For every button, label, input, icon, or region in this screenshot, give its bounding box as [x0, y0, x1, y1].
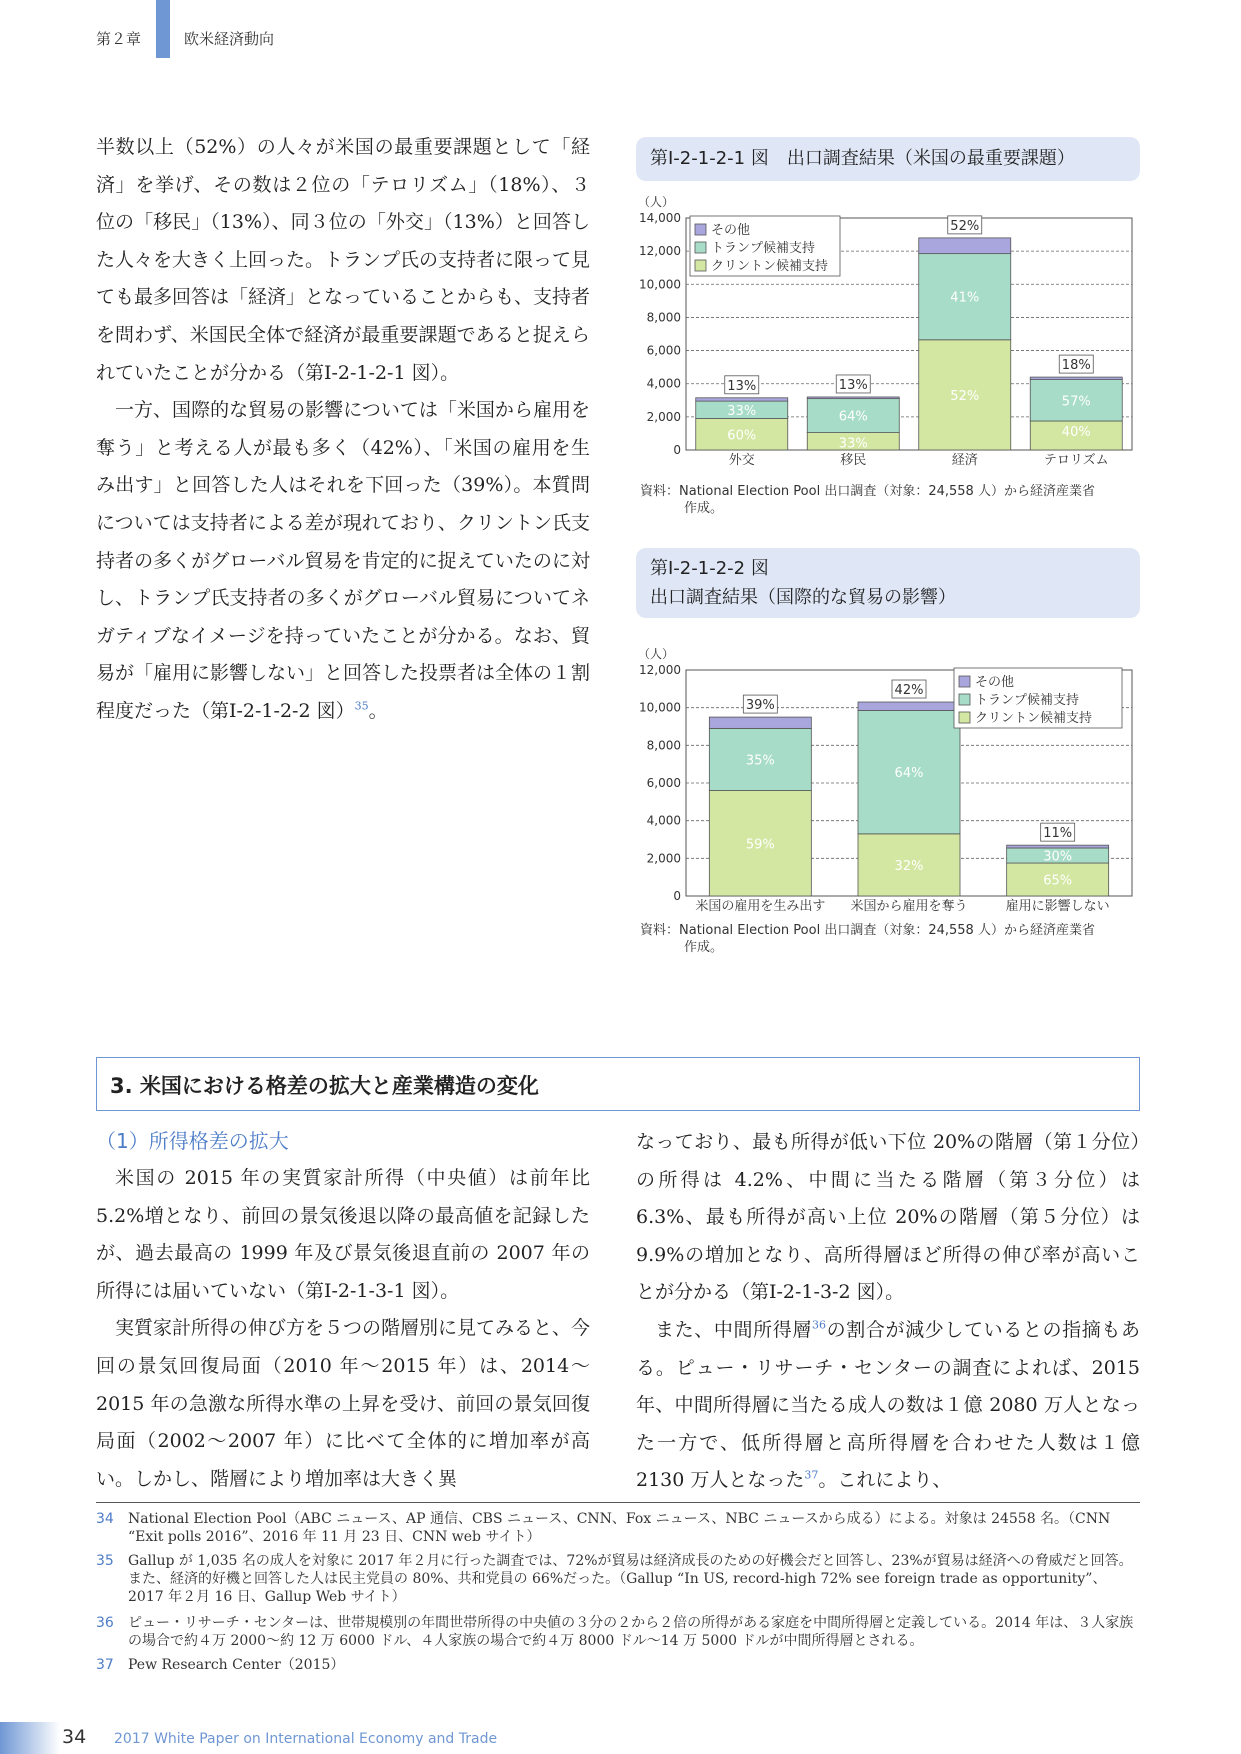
bar-segment	[807, 397, 899, 399]
y-tick-label: 0	[673, 889, 681, 903]
bar-segment-label: 64%	[894, 766, 924, 782]
y-axis-unit-label: （人）	[638, 195, 675, 209]
bar-segment-label: 60%	[727, 428, 757, 444]
footnote-36: 36 ピュー・リサーチ・センターは、世帯規模別の年間世帯所得の中央値の３分の２から２倍の所得がある家庭を中間所得層と定義している。2014 年は、３人家族の場合で約４万 2000～約 12 万 6000 ドル、４人家族の場合で約４万 8000 ドル～14 万 5000 ドルが中間所得層とされる。	[96, 1615, 1134, 1649]
footnote-37: 37 Pew Research Center（2015）	[96, 1657, 345, 1673]
paragraph: 一方、国際的な貿易の影響については「米国から雇用を奪う」と考える人が最も多く（42%）、「米国の雇用を生み出す」と回答した人はそれを下回った（39%）。本質問については支持者による差が現れており、クリントン氏支持者の多くがグローバル貿易を肯定的に捉えていたのに対し、トランプ氏支持者の多くがグローバル貿易についてネガティブなイメージを持っていたことが分かる。なお、貿易が「雇用に影響しない」と回答した投票者は全体の１割程度だった（第Ⅰ-2-1-2-2 図）$^{35}$。	[96, 399, 591, 722]
bar-segment	[696, 398, 788, 401]
paragraph: 半数以上（52%）の人々が米国の最重要課題として「経済」を挙げ、その数は２位の「テロリズム」（18%）、３位の「移民」（13%）、同３位の「外交」（13%）と回答した人々を大きく上回った。トランプ氏の支持者に限って見ても最多回答は「経済」となっていることからも、支持者を問わず、米国民全体で経済が最重要課題であると捉えられていたことが分かる（第Ⅰ-2-1-2-1 図）。	[96, 136, 591, 384]
y-tick-label: 2,000	[646, 409, 681, 424]
footer-title: 2017 White Paper on International Economy and Trade	[114, 1731, 498, 1747]
legend-swatch	[695, 260, 706, 271]
subsection-title: （1）所得格差の拡大	[96, 1129, 289, 1153]
y-tick-label: 12,000	[639, 244, 681, 259]
bar-segment-label: 33%	[838, 436, 868, 452]
total-label: 11%	[1043, 826, 1073, 842]
y-tick-label: 10,000	[639, 700, 681, 715]
footnote-ref[interactable]: 36	[812, 1318, 826, 1332]
figure-2-source: 資料：National Election Pool 出口調査（対象：24,558 人）から経済産業省 作成。	[640, 923, 1095, 955]
y-tick-label: 8,000	[646, 310, 681, 325]
y-tick-label: 12,000	[639, 663, 681, 677]
bar-segment	[858, 702, 960, 710]
header-accent-bar	[156, 0, 170, 58]
x-category-label: 移民	[840, 453, 867, 468]
paragraph: また、中間所得層$^{36}$の割合が減少しているとの指摘もある。ピュー・リサーチ・センターの調査によれば、2015 年、中間所得層に当たる成人の数は１億 2080 万人となった一方で、低所得層と高所得層を合わせた人数は１億 2130 万人となった$^{37}$。これにより、	[636, 1318, 1140, 1492]
footer-accent	[0, 1722, 60, 1754]
total-label: 39%	[745, 698, 775, 714]
bar-segment-label: 33%	[727, 403, 757, 419]
x-category-label: 米国の雇用を生み出す	[695, 899, 826, 914]
bar-segment-label: 57%	[1061, 394, 1091, 410]
y-tick-label: 8,000	[646, 738, 681, 753]
bar-segment-label: 35%	[745, 753, 775, 769]
x-category-label: 雇用に影響しない	[1005, 899, 1110, 914]
chart-exit-poll-trade-impact	[636, 624, 1140, 914]
page-number: 34	[62, 1726, 87, 1748]
bar-segment-label: 52%	[950, 388, 980, 404]
bar-segment-label: 59%	[745, 837, 775, 853]
footnote-34: 34 National Election Pool（ABC ニュース、AP 通信、CBS ニュース、CNN、Fox ニュース、NBC ニュースから成る）による。対象は 24558 名。（CNN “Exit polls 2016”、2016 年 11 月 23 日、CNN web サイト）	[96, 1511, 1111, 1545]
total-label: 13%	[727, 378, 757, 394]
chart-exit-poll-top-issue	[636, 186, 1140, 476]
y-tick-label: 4,000	[646, 813, 681, 828]
chapter-label: 第２章	[96, 30, 142, 48]
y-tick-label: 6,000	[646, 776, 681, 790]
y-tick-label: 0	[673, 443, 681, 457]
footnote-divider	[96, 1502, 1140, 1503]
bar-segment	[1007, 845, 1109, 848]
y-tick-label: 4,000	[646, 376, 681, 391]
legend-label: その他	[975, 675, 1015, 690]
paragraph: 実質家計所得の伸び方を５つの階層別に見てみると、今回の景気回復局面（2010 年～2015 年）は、2014～2015 年の急激な所得水準の上昇を受け、前回の景気回復局面（2002～2007 年）に比べて全体的に増加率が高い。しかし、階層により増加率は大きく異	[96, 1317, 591, 1490]
x-category-label: 経済	[951, 453, 978, 468]
paragraph: 米国の 2015 年の実質家計所得（中央値）は前年比 5.2%増となり、前回の景気後退以降の最高値を記録したが、過去最高の 1999 年及び景気後退直前の 2007 年の所得には届いていない（第Ⅰ-2-1-3-1 図）。	[96, 1167, 590, 1302]
legend-swatch	[959, 694, 970, 705]
bar-segment-label: 65%	[1043, 873, 1073, 889]
y-tick-label: 14,000	[639, 211, 681, 225]
footnote-ref[interactable]: 35	[354, 699, 369, 713]
bar-segment	[1030, 377, 1122, 379]
x-category-label: テロリズム	[1043, 453, 1109, 468]
y-tick-label: 6,000	[646, 343, 681, 358]
legend-label: トランプ候補支持	[975, 693, 1080, 708]
bar-segment	[709, 717, 811, 728]
legend-label: クリントン候補支持	[711, 259, 829, 274]
legend-label: クリントン候補支持	[975, 711, 1093, 726]
y-tick-label: 2,000	[646, 851, 681, 866]
paragraph: なっており、最も所得が低い下位 20%の階層（第１分位）の所得は 4.2%、中間に当たる階層（第３分位）は 6.3%、最も所得が高い上位 20%の階層（第５分位）は 9.9%の増加となり、高所得層ほど所得の伸び率が高いことが分かる（第Ⅰ-2-1-3-2 図）。	[636, 1131, 1140, 1304]
total-label: 18%	[1061, 358, 1091, 374]
y-tick-label: 10,000	[639, 277, 681, 292]
bar-segment-label: 41%	[950, 290, 980, 306]
chapter-title: 欧米経済動向	[184, 30, 275, 48]
footnote-35: 35 Gallup が 1,035 名の成人を対象に 2017 年２月に行った調査では、72%が貿易は経済成長のための好機会だと回答し、23%が貿易は経済への脅威だと回答。また、経済的好機と回答した人は民主党員の 80%、共和党員の 66%だった。（Gallup “In US, record-high 72% see foreign trade as opportunity”、2017 年２月 16 日、Gallup Web サイト）	[96, 1553, 1133, 1605]
bar-segment-label: 64%	[838, 409, 868, 425]
x-category-label: 外交	[728, 453, 755, 468]
section-title: 3. 米国における格差の拡大と産業構造の変化	[110, 1074, 539, 1098]
legend-label: トランプ候補支持	[711, 241, 816, 256]
total-label: 42%	[894, 683, 924, 699]
x-category-label: 米国から雇用を奪う	[850, 899, 968, 914]
bar-segment	[919, 238, 1011, 254]
lower-left-text	[96, 1160, 590, 1498]
legend-swatch	[695, 224, 706, 235]
total-label: 13%	[838, 377, 868, 393]
legend-swatch	[959, 712, 970, 723]
total-label: 52%	[950, 218, 980, 234]
legend-swatch	[959, 676, 970, 687]
legend-label: その他	[711, 223, 751, 238]
lower-right-text	[636, 1124, 1140, 1500]
figure-1-title: 第Ⅰ-2-1-2-1 図 出口調査結果（米国の最重要課題）	[636, 137, 1140, 181]
figure-1-source: 資料：National Election Pool 出口調査（対象：24,558 人）から経済産業省 作成。	[640, 484, 1095, 516]
legend-swatch	[695, 242, 706, 253]
bar-segment-label: 32%	[894, 858, 924, 874]
bar-segment-label: 40%	[1061, 425, 1091, 440]
footnote-ref[interactable]: 37	[804, 1469, 819, 1483]
y-axis-unit-label: （人）	[638, 647, 675, 661]
figure-2-title: 第Ⅰ-2-1-2-2 図 出口調査結果（国際的な貿易の影響）	[636, 548, 1140, 618]
left-column-text	[96, 129, 590, 731]
bar-segment-label: 30%	[1043, 849, 1073, 865]
